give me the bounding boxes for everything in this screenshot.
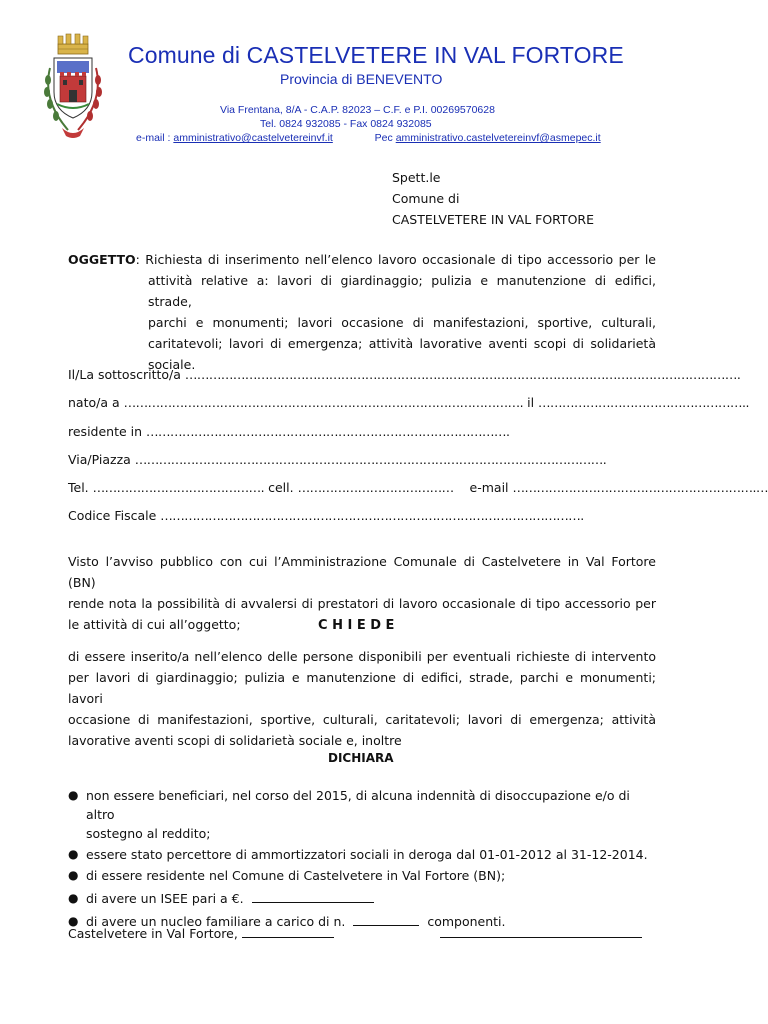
household-blank-line[interactable] bbox=[353, 913, 419, 926]
signature-line[interactable] bbox=[440, 937, 642, 938]
undersigned-dots: …………………………………………………………………………………………………………………………. bbox=[184, 367, 741, 382]
street-label: Via/Piazza bbox=[68, 452, 131, 467]
subject-line-4: caritatevoli; lavori di emergenza; attività lavorative aventi scopi di solidarietà bbox=[148, 336, 656, 351]
declaration-item: ● essere stato percettore di ammortizzatori sociali in deroga dal 01-01-2012 al 31-12-2014. bbox=[68, 847, 648, 862]
subject-line-3: parchi e monumenti; lavori occasione di manifestazioni, sportive, culturali, bbox=[148, 315, 656, 330]
tel-label: Tel. bbox=[68, 480, 89, 495]
bullet-icon: ● bbox=[68, 868, 79, 882]
declaration-item: ● non essere beneficiari, nel corso del 2015, di alcuna indennità di disoccupazione e/o di altro sostegno al reddito; bbox=[68, 788, 630, 841]
subject-line-5: sociale. bbox=[148, 357, 196, 372]
tel-dots: ……………………………………. bbox=[92, 480, 265, 495]
undersigned-field[interactable] bbox=[68, 364, 740, 385]
request-line-4: lavorative aventi scopi di solidarietà sociale e, inoltre bbox=[68, 733, 402, 748]
fiscal-code-field[interactable] bbox=[68, 505, 584, 526]
subject-line-2: attività relative a: lavori di giardinaggio; pulizia e manutenzione di edifici, strade, bbox=[148, 273, 656, 309]
residence-field[interactable] bbox=[68, 421, 510, 442]
subject-block bbox=[68, 249, 656, 375]
birthplace-field[interactable] bbox=[68, 392, 749, 413]
request-heading: C H I E D E bbox=[318, 618, 395, 633]
on-label: il bbox=[527, 395, 535, 410]
email-field-label: e-mail bbox=[469, 480, 509, 495]
place-label: Castelvetere in Val Fortore, bbox=[68, 926, 238, 941]
bullet-icon: ● bbox=[68, 847, 79, 861]
phone-fax: Tel. 0824 932085 - Fax 0824 932085 bbox=[260, 118, 432, 130]
pec-link[interactable]: amministrativo.castelvetereinvf@asmepec.it bbox=[395, 132, 601, 144]
declaration-item-household: ● di avere un nucleo familiare a carico di n. componenti. bbox=[68, 914, 506, 929]
request-paragraph bbox=[68, 646, 656, 751]
province-subtitle: Provincia di BENEVENTO bbox=[280, 71, 443, 87]
email-label: e-mail : bbox=[136, 132, 171, 144]
bullet-icon: ● bbox=[68, 914, 79, 928]
pec-label: Pec bbox=[374, 132, 393, 144]
request-line-1: di essere inserito/a nell’elenco delle persone disponibili per eventuali richieste di intervento bbox=[68, 649, 656, 664]
bullet-icon: ● bbox=[68, 788, 79, 802]
fiscal-dots: ……………………………………………………………………………………………. bbox=[160, 508, 584, 523]
request-line-3: occasione di manifestazioni, sportive, culturali, caritatevoli; lavori di emergenza; attività bbox=[68, 712, 656, 727]
contact-line bbox=[136, 132, 601, 144]
bullet-icon: ● bbox=[68, 891, 79, 905]
declaration-list bbox=[68, 786, 658, 931]
declaration-item-isee: ● di avere un ISEE pari a €. bbox=[68, 889, 658, 908]
declaration-heading: DICHIARA bbox=[328, 751, 394, 765]
coat-of-arms-emblem bbox=[40, 30, 106, 142]
recipient-line-1: Spett.le bbox=[392, 170, 441, 185]
isee-blank-line[interactable] bbox=[252, 890, 374, 903]
fiscal-label: Codice Fiscale bbox=[68, 508, 157, 523]
residence-label: residente in bbox=[68, 424, 143, 439]
subject-line-1: OGGETTO: Richiesta di inserimento nell’elenco lavoro occasionale di tipo accessorio per le bbox=[68, 252, 656, 267]
date-blank-line[interactable] bbox=[242, 925, 334, 938]
notice-line-1: Visto l’avviso pubblico con cui l’Amministrazione Comunale di Castelvetere in Val Fortore (BN) bbox=[68, 554, 656, 590]
street-field[interactable] bbox=[68, 449, 606, 470]
residence-dots: ………………………………………………………………………………. bbox=[146, 424, 510, 439]
municipality-title: Comune di CASTELVETERE IN VAL FORTORE bbox=[128, 42, 624, 68]
declaration-item: ● di essere residente nel Comune di Castelvetere in Val Fortore (BN); bbox=[68, 868, 506, 883]
cell-dots: ………………………………… bbox=[297, 480, 454, 495]
cell-label: cell. bbox=[268, 480, 294, 495]
email-dots: …………………………………………………….… bbox=[512, 480, 768, 495]
email-link[interactable]: amministrativo@castelvetereinvf.it bbox=[173, 132, 333, 144]
born-dots: ………………………………………………………………………………………. bbox=[123, 395, 524, 410]
municipality-address: Via Frentana, 8/A - C.A.P. 82023 – C.F. e P.I. 00269570628 bbox=[220, 104, 495, 116]
notice-line-2: rende nota la possibilità di avvalersi di prestatori di lavoro occasionale di tipo accessorio per bbox=[68, 596, 656, 611]
request-line-2: per lavori di giardinaggio; pulizia e manutenzione di edifici, strade, parchi e monumenti; lavori bbox=[68, 670, 656, 706]
crown-icon bbox=[58, 34, 88, 54]
contacts-field[interactable] bbox=[68, 477, 768, 498]
subject-label: OGGETTO bbox=[68, 252, 136, 267]
on-dots: …………………………………………….. bbox=[538, 395, 749, 410]
place-date-field[interactable] bbox=[68, 923, 334, 944]
notice-line-3: le attività di cui all’oggetto; bbox=[68, 617, 241, 632]
recipient-line-2: Comune di bbox=[392, 191, 460, 206]
born-label: nato/a a bbox=[68, 395, 120, 410]
street-dots: ………………………………………………………………………………………………………. bbox=[134, 452, 607, 467]
recipient-line-3: CASTELVETERE IN VAL FORTORE bbox=[392, 212, 594, 227]
undersigned-label: Il/La sottoscritto/a bbox=[68, 367, 181, 382]
